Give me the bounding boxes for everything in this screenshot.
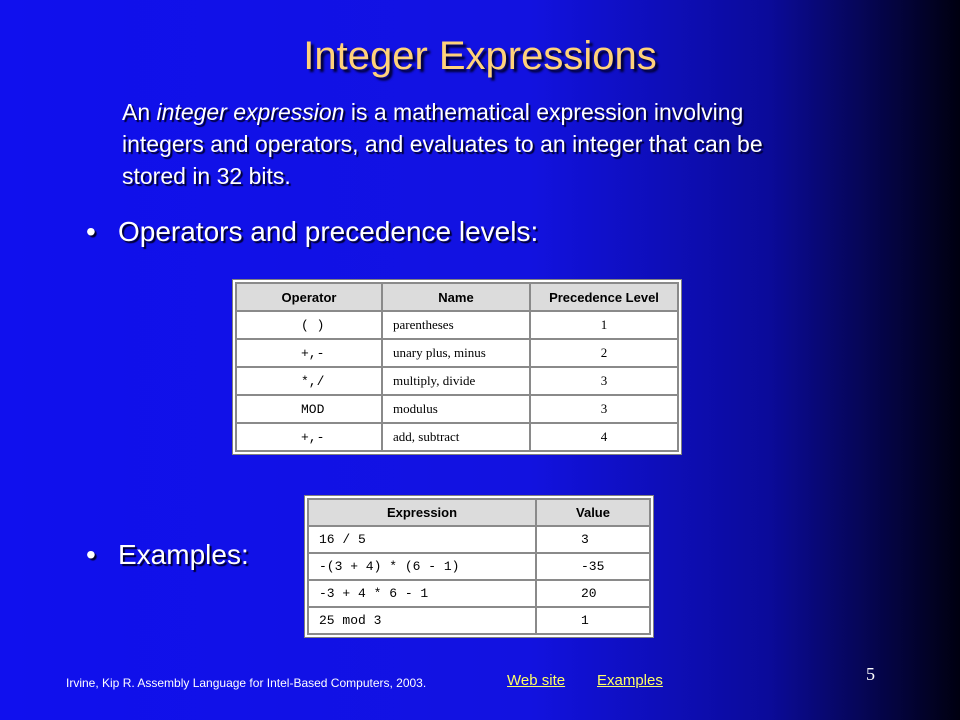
table-row (236, 339, 678, 367)
table-row (236, 367, 678, 395)
expression-cell: -(3 + 4) * (6 - 1) (308, 553, 536, 580)
table-row (308, 553, 650, 580)
name-cell: add, subtract (382, 423, 530, 451)
header-name: Name (382, 283, 530, 311)
footer-citation: Irvine, Kip R. Assembly Language for Intel-Based Computers, 2003. (66, 676, 427, 690)
value-cell: -35 (536, 553, 650, 580)
table-row (308, 580, 650, 607)
header-precedence-level: Precedence Level (530, 283, 678, 311)
operator-cell: MOD (236, 395, 382, 423)
bullet-operators (86, 215, 538, 249)
name-cell: parentheses (382, 311, 530, 339)
value-cell: 20 (536, 580, 650, 607)
expression-cell: -3 + 4 * 6 - 1 (308, 580, 536, 607)
name-cell: unary plus, minus (382, 339, 530, 367)
bullet-examples (86, 538, 249, 572)
table-header-row (308, 499, 650, 526)
level-cell: 1 (530, 311, 678, 339)
header-operator: Operator (236, 283, 382, 311)
intro-paragraph (122, 96, 822, 192)
page-number: 5 (866, 664, 875, 684)
expression-cell: 25 mod 3 (308, 607, 536, 634)
examples-table (307, 498, 651, 635)
operator-cell: ( ) (236, 311, 382, 339)
table-row (308, 607, 650, 634)
table-row (236, 311, 678, 339)
level-cell: 3 (530, 367, 678, 395)
bullet-operators-text: Operators and precedence levels: (118, 216, 539, 247)
operators-table-frame (232, 279, 682, 455)
operator-cell: +,- (236, 339, 382, 367)
operators-table (235, 282, 679, 452)
intro-text-after: is a mathematical expression involving integers and operators, and evaluates to an integer that can be stored in 32 bits. (122, 99, 763, 189)
web-site-link[interactable]: Web site (507, 672, 566, 689)
name-cell: modulus (382, 395, 530, 423)
name-cell: multiply, divide (382, 367, 530, 395)
bullet-examples-text: Examples: (118, 539, 249, 570)
table-header-row (236, 283, 678, 311)
header-expression: Expression (308, 499, 536, 526)
operator-cell: +,- (236, 423, 382, 451)
examples-table-frame (304, 495, 654, 638)
bullet-marker: • (86, 216, 96, 247)
expression-cell: 16 / 5 (308, 526, 536, 553)
intro-emphasis: integer expression (156, 99, 345, 125)
intro-text-before: An (122, 99, 157, 125)
level-cell: 4 (530, 423, 678, 451)
table-row (236, 423, 678, 451)
level-cell: 3 (530, 395, 678, 423)
value-cell: 3 (536, 526, 650, 553)
operator-cell: *,/ (236, 367, 382, 395)
bullet-marker: • (86, 539, 96, 570)
slide-title: Integer Expressions (303, 34, 657, 78)
value-cell: 1 (536, 607, 650, 634)
examples-link[interactable]: Examples (597, 672, 663, 689)
table-row (236, 395, 678, 423)
table-row (308, 526, 650, 553)
level-cell: 2 (530, 339, 678, 367)
header-value: Value (536, 499, 650, 526)
